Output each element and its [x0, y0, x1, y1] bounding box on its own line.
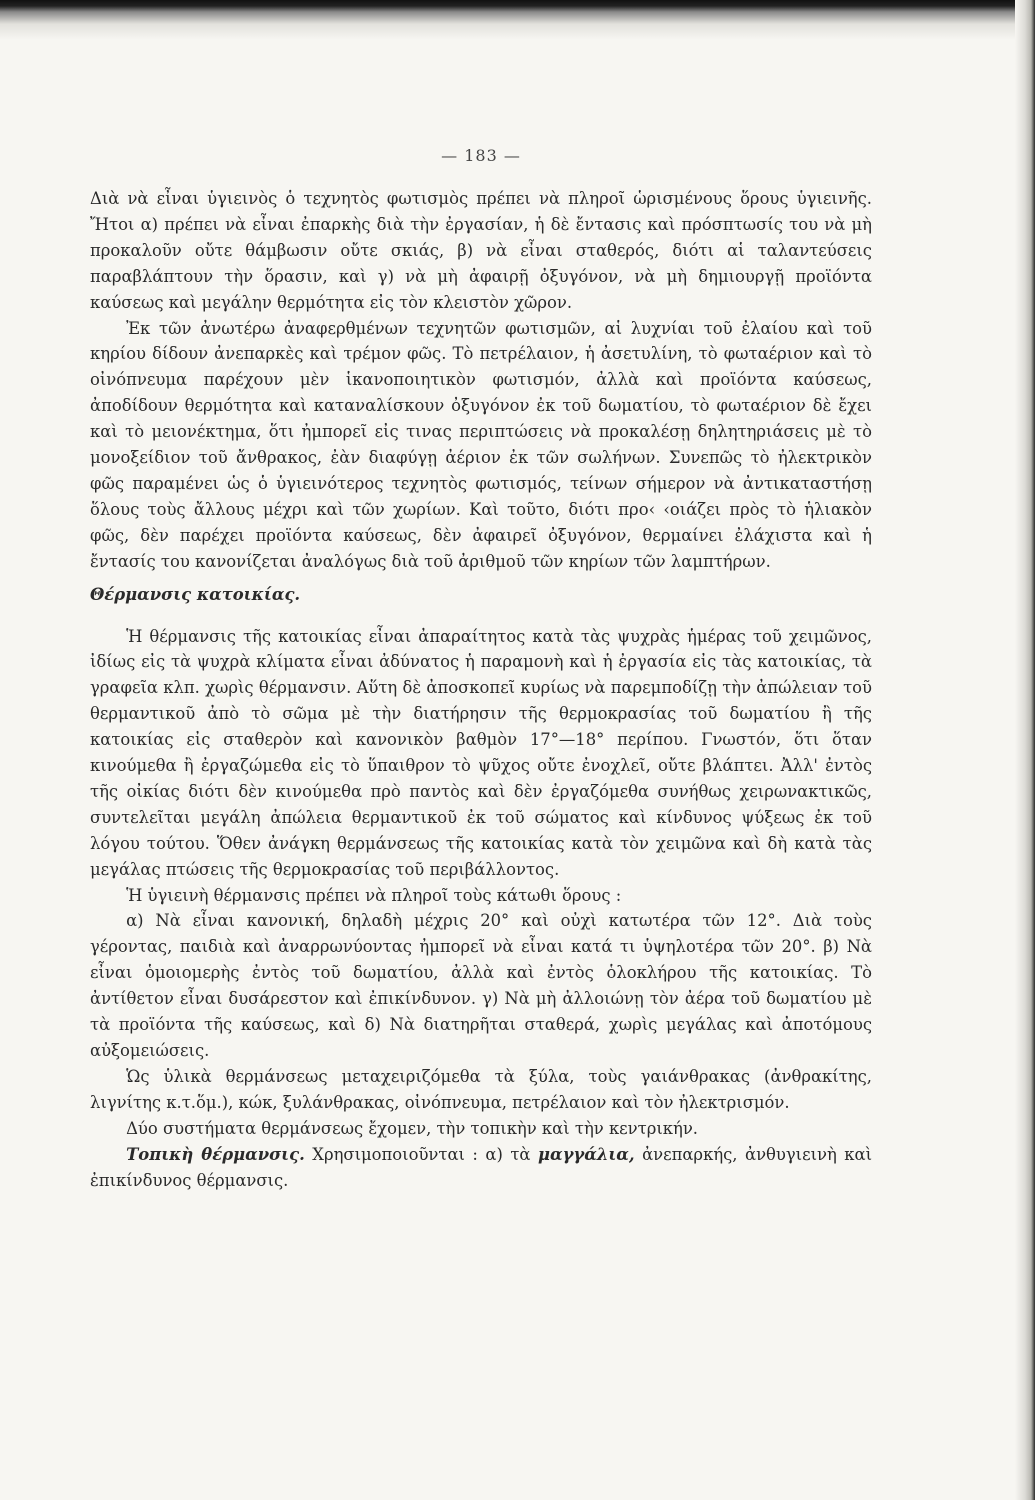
run-in-heading-local-heating: Τοπικὴ θέρμανσις. — [126, 1144, 305, 1164]
paragraph-heating-conditions: α) Νὰ εἶναι κανονική, δηλαδὴ μέχρις 20° καὶ οὐχὶ κατωτέρα τῶν 12°. Διὰ τοὺς γέροντας, παιδιὰ καὶ ἀναρρωνύοντας ἠμπορεῖ νὰ εἶναι κατά τι ὑψηλοτέρα τῶν 20°. β) Νὰ εἶναι ὁμοιομερὴς ἐντὸς τοῦ δωματίου, ἀλλὰ καὶ ἐντὸς ὁλοκλήρου τῆς κατοικίας. Τὸ ἀντίθετον εἶναι δυσάρεστον καὶ ἐπικίνδυνον. γ) Νὰ μὴ ἀλλοιώνῃ τὸν ἀέρα τοῦ δωματίου μὲ τὰ προϊόντα τῆς καύσεως, καὶ δ) Νὰ διατηρῆται σταθερά, χωρὶς μεγάλας καὶ ἀποτόμους αὐξομειώσεις. — [90, 911, 872, 1060]
paragraph-heating-systems: Δύο συστήματα θερμάνσεως ἔχομεν, τὴν τοπικὴν καὶ τὴν κεντρικήν. — [126, 1118, 699, 1138]
scan-top-edge — [0, 0, 1035, 40]
paragraph-heating-conditions-intro: Ἡ ὑγιεινὴ θέρμανσις πρέπει νὰ πληροῖ τοὺς κάτωθι ὅρους : — [126, 885, 622, 905]
local-heating-text-end: ἀνεπαρκής, ἀνθυγιεινὴ καὶ ἐπικίνδυνος θέρμανσις. — [90, 1144, 872, 1190]
scan-right-edge — [1015, 0, 1035, 1500]
paragraph-heating-necessity: Ἡ θέρμανσις τῆς κατοικίας εἶναι ἀπαραίτητος κατὰ τὰς ψυχρὰς ἡμέρας τοῦ χειμῶνος, ἰδίως εἰς τὰ ψυχρὰ κλίματα εἶναι ἀδύνατος ἡ παραμονὴ καὶ ἡ ἐργασία εἰς τὰς κατοικίας, τὰ γραφεῖα κλπ. χωρὶς θέρμανσιν. Αὕτη δὲ ἀποσκοπεῖ κυρίως νὰ παρεμποδίζῃ τὴν ἀπώλειαν τοῦ θερμαντικοῦ ἀπὸ τὸ σῶμα μὲ τὴν διατήρησιν τῆς θερμοκρασίας τοῦ δωματίου ἢ τῆς κατοικίας εἰς σταθερὸν καὶ κανονικὸν βαθμὸν 17°—18° περίπου. Γνωστόν, ὅτι ὅταν κινούμεθα ἢ ἐργαζώμεθα εἰς τὸ ὕπαιθρον τὸ ψῦχος οὔτε ἐνοχλεῖ, οὔτε βλάπτει. Ἀλλ' ἐντὸς τῆς οἰκίας διότι δὲν κινούμεθα πρὸ παντὸς καὶ δὲν ἐργαζόμεθα συνήθως χειρωνακτικῶς, συντελεῖται μεγάλη ἀπώλεια θερμαντικοῦ ἐκ τοῦ σώματος καὶ κίνδυνος ψύξεως ἐκ τοῦ λόγου τούτου. Ὅθεν ἀνάγκη θερμάνσεως τῆς κατοικίας κατὰ τὸν χειμῶνα καὶ δὴ κατὰ τὰς μεγάλας πτώσεις τῆς θερμοκρασίας τοῦ περιβάλλοντος. — [90, 626, 872, 879]
local-heating-text-start: Χρησιμοποιοῦνται : α) τὰ — [304, 1144, 538, 1164]
term-braziers: μαγγάλια, — [537, 1144, 635, 1164]
paragraph-local-heating — [90, 1142, 872, 1194]
body-text — [90, 186, 872, 1193]
page-number: — 183 — — [441, 146, 521, 165]
paragraph-lighting-requirements: Διὰ νὰ εἶναι ὑγιεινὸς ὁ τεχνητὸς φωτισμὸς πρέπει νὰ πληροῖ ὡρισμένους ὅρους ὑγιεινῆς. Ἤτοι α) πρέπει νὰ εἶναι ἐπαρκὴς διὰ τὴν ἐργασίαν, ἡ δὲ ἔντασις καὶ πρόσπτωσίς του νὰ μὴ προκαλοῦν οὔτε θάμβωσιν οὔτε σκιάς, β) νὰ εἶναι σταθερός, διότι αἱ ταλαντεύσεις παραβλάπτουν τὴν ὅρασιν, καὶ γ) νὰ μὴ ἀφαιρῇ ὀξυγόνον, νὰ μὴ δημιουργῇ προϊόντα καύσεως καὶ μεγάλην θερμότητα εἰς τὸν κλειστὸν χῶρον. — [90, 189, 872, 312]
paragraph-lighting-sources: Ἐκ τῶν ἀνωτέρω ἀναφερθμένων τεχνητῶν φωτισμῶν, αἱ λυχνίαι τοῦ ἐλαίου καὶ τοῦ κηρίου δίδουν ἀνεπαρκὲς καὶ τρέμον φῶς. Τὸ πετρέλαιον, ἡ ἀσετυλίνη, τὸ φωταέριον καὶ τὸ οἰνόπνευμα παρέχουν μὲν ἱκανοποιητικὸν φωτισμόν, ἀλλὰ καὶ προϊόντα καύσεως, ἀποδίδουν θερμότητα καὶ καταναλίσκουν ὀξυγόνον ἐκ τοῦ δωματίου, τὸ φωταέριον δὲ ἔχει καὶ τὸ μειονέκτημα, ὅτι ἠμπορεῖ εἰς τινας περιπτώσεις νὰ προκαλέσῃ δηλητηριάσεις μὲ τὸ μονοξείδιον τοῦ ἄνθρακος, ἐὰν διαφύγῃ ἀέριον ἐκ τῶν σωλήνων. Συνεπῶς τὸ ἠλεκτρικὸν φῶς παραμένει ὡς ὁ ὑγιεινότερος τεχνητὸς φωτισμός, τείνων σήμερον νὰ ἀντικαταστήσῃ ὅλους τοὺς ἄλλους μέχρι καὶ τῶν χωρίων. Καὶ τοῦτο, διότι προ‹ ‹οιάζει πρὸς τὸ ἡλιακὸν φῶς, δὲν παρέχει προϊόντα καύσεως, δὲν ἀφαιρεῖ ὀξυγόνον, θερμαίνει ἐλάχιστα καὶ ἡ ἔντασίς του κανονίζεται ἀναλόγως διὰ τοῦ ἀριθμοῦ τῶν κηρίων τῶν λαμπτήρων. — [90, 318, 872, 571]
section-title-home-heating: Θέρμανσις κατοικίας. — [90, 584, 301, 604]
paragraph-heating-materials: Ὡς ὑλικὰ θερμάνσεως μεταχειριζόμεθα τὰ ξύλα, τοὺς γαιάνθρακας (ἀνθρακίτης, λιγνίτης κ.τ.ὅμ.), κώκ, ξυλάνθρακας, οἰνόπνευμα, πετρέλαιον καὶ τὸν ἠλεκτρισμόν. — [90, 1066, 872, 1112]
